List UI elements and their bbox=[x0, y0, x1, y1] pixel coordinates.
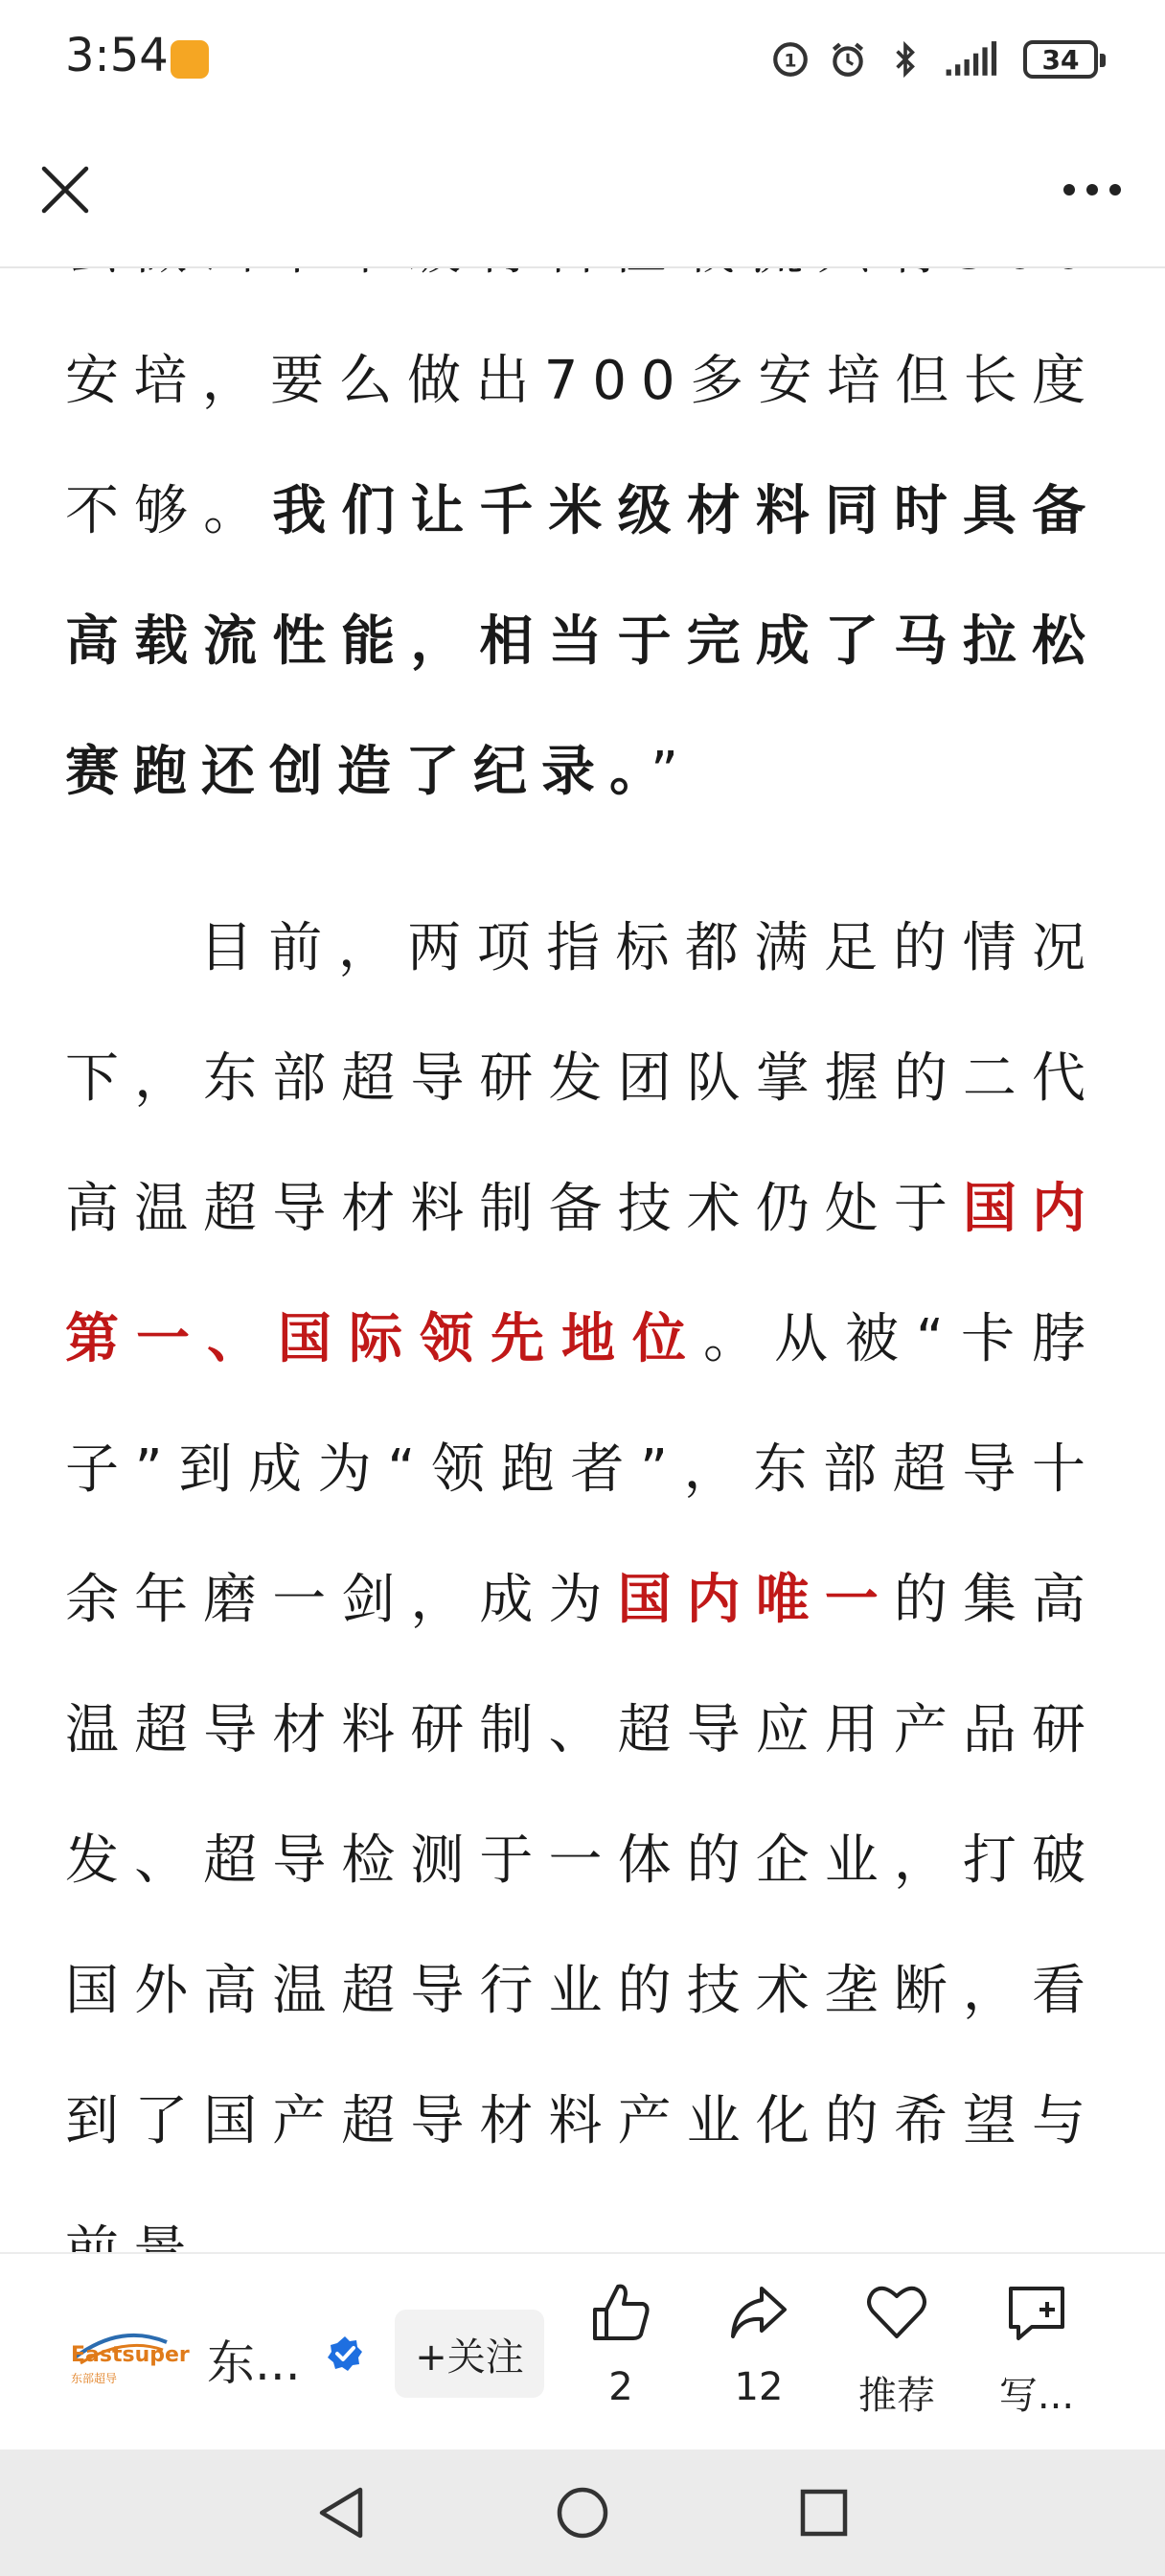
battery-icon: 34 bbox=[1023, 40, 1098, 79]
data-saver-icon bbox=[770, 39, 811, 80]
back-icon bbox=[314, 2484, 368, 2542]
quote-close: ” bbox=[651, 741, 694, 803]
more-button[interactable] bbox=[1054, 159, 1131, 220]
article-paragraph bbox=[65, 884, 1100, 2317]
share-icon bbox=[725, 2279, 792, 2346]
svg-text:1: 1 bbox=[784, 50, 797, 72]
svg-text:Eastsuper: Eastsuper bbox=[71, 2343, 190, 2367]
more-icon bbox=[1062, 182, 1123, 197]
status-bar bbox=[0, 0, 1165, 115]
bold-quote: 我们让千米级材料同时具备高载流性能，相当于完成了马拉松赛跑还创造了纪录。 bbox=[65, 480, 1101, 803]
article-body bbox=[65, 268, 1100, 2252]
close-button[interactable] bbox=[34, 159, 96, 220]
back-button[interactable] bbox=[305, 2476, 377, 2549]
status-time: 3:54 bbox=[65, 29, 169, 82]
close-icon bbox=[40, 165, 90, 215]
article-paragraph bbox=[65, 186, 1100, 838]
bluetooth-icon bbox=[885, 39, 925, 80]
highlight-text: 国内第一、国际领先地位 bbox=[65, 1178, 1101, 1370]
recommend-button[interactable] bbox=[830, 2279, 964, 2420]
paragraph-text: 。从被“卡脖子”到成为“领跑者”，东部超导十余年磨一剑，成为 bbox=[65, 1308, 1101, 1631]
app-notification-icon bbox=[171, 40, 209, 79]
home-icon bbox=[554, 2484, 611, 2542]
thumbs-up-icon bbox=[587, 2279, 654, 2346]
write-label: 写... bbox=[998, 2374, 1075, 2418]
follow-button[interactable]: +关注 bbox=[395, 2310, 544, 2398]
highlight-text: 国内唯一 bbox=[617, 1569, 894, 1631]
status-icons bbox=[770, 33, 1098, 86]
recents-button[interactable] bbox=[788, 2476, 860, 2549]
svg-text:东部超导: 东部超导 bbox=[71, 2372, 118, 2385]
comment-add-icon bbox=[1003, 2279, 1070, 2346]
alarm-icon bbox=[828, 39, 868, 80]
author-logo[interactable] bbox=[67, 2313, 190, 2390]
like-count: 2 bbox=[608, 2365, 633, 2409]
home-button[interactable] bbox=[546, 2476, 619, 2549]
author-name[interactable]: 东... bbox=[207, 2335, 301, 2391]
verified-badge-icon bbox=[326, 2334, 364, 2373]
write-comment-button[interactable] bbox=[970, 2279, 1104, 2420]
signal-icon bbox=[943, 39, 1006, 80]
like-button[interactable] bbox=[554, 2279, 688, 2409]
paragraph-text: 目前，两项指标都满足的情况下，东部超导研发团队掌握的二代高温超导材料制备技术仍处于 bbox=[65, 917, 1100, 1240]
bottom-action-bar bbox=[0, 2252, 1165, 2450]
paragraph-text: 的集高温超导材料研制、超导应用产品研发、超导检测于一体的企业，打破国外高温超导行业的技术垄断，看到了国产超导材料产业化的希望与 bbox=[65, 1569, 1101, 2152]
paragraph-text: 安培，要么做出700多安培但长度不够。 bbox=[65, 350, 1100, 542]
share-count: 12 bbox=[734, 2365, 784, 2409]
heart-icon bbox=[863, 2279, 930, 2346]
recents-icon bbox=[797, 2486, 851, 2540]
article-header bbox=[0, 115, 1165, 268]
system-nav-bar bbox=[0, 2450, 1165, 2576]
share-button[interactable] bbox=[692, 2279, 826, 2409]
recommend-label: 推荐 bbox=[858, 2374, 935, 2418]
